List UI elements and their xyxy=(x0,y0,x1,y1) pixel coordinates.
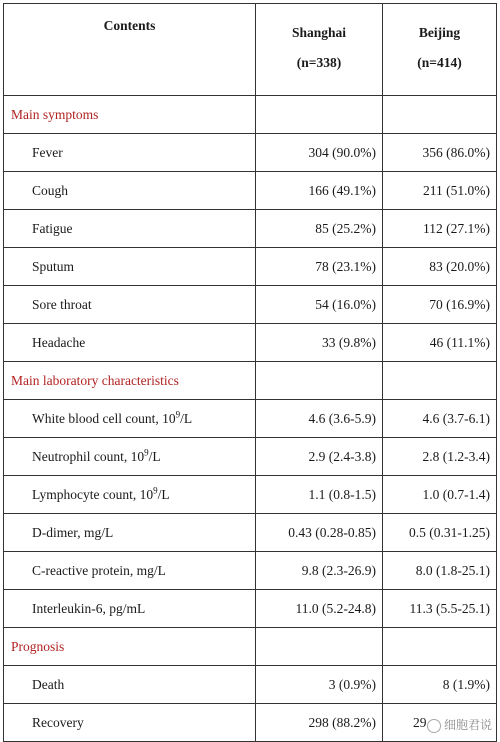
header-shanghai-title: Shanghai xyxy=(291,25,347,40)
row-label: Neutrophil count, $10^9/L$ xyxy=(4,438,256,476)
beijing-value: 4.6 (3.7-6.1) xyxy=(383,400,497,438)
shanghai-value: 9.8 (2.3-26.9) xyxy=(256,552,383,590)
section-row-prognosis xyxy=(4,628,497,666)
row-label: Sore throat xyxy=(4,286,256,324)
wechat-icon xyxy=(427,719,441,733)
beijing-value: 46 (11.1%) xyxy=(383,324,497,362)
row-label: Interleukin-6, pg/mL xyxy=(4,590,256,628)
header-shanghai xyxy=(256,4,383,96)
table-row xyxy=(4,476,497,514)
header-row xyxy=(4,4,497,96)
table-row xyxy=(4,210,497,248)
row-label: Recovery xyxy=(4,704,256,742)
table-row xyxy=(4,248,497,286)
beijing-value: 8.0 (1.8-25.1) xyxy=(383,552,497,590)
row-label: Sputum xyxy=(4,248,256,286)
shanghai-value: 3 (0.9%) xyxy=(256,666,383,704)
shanghai-value: 1.1 (0.8-1.5) xyxy=(256,476,383,514)
table-row xyxy=(4,704,497,742)
section-label: Prognosis xyxy=(4,628,256,666)
table-row xyxy=(4,134,497,172)
header-contents: Contents xyxy=(4,4,256,96)
row-label: Headache xyxy=(4,324,256,362)
beijing-value: 1.0 (0.7-1.4) xyxy=(383,476,497,514)
section-row-symptoms xyxy=(4,96,497,134)
shanghai-value: 78 (23.1%) xyxy=(256,248,383,286)
header-beijing-title: Beijing xyxy=(418,25,461,40)
header-beijing-n: (n=414) xyxy=(417,55,462,70)
shanghai-value: 298 (88.2%) xyxy=(256,704,383,742)
header-beijing xyxy=(383,4,497,96)
shanghai-value: 85 (25.2%) xyxy=(256,210,383,248)
row-label: D-dimer, mg/L xyxy=(4,514,256,552)
clinical-characteristics-table xyxy=(3,3,497,742)
row-label: Death xyxy=(4,666,256,704)
table-row xyxy=(4,514,497,552)
shanghai-value: 166 (49.1%) xyxy=(256,172,383,210)
section-label: Main symptoms xyxy=(4,96,256,134)
row-label: White blood cell count, $10^9/L$ xyxy=(4,400,256,438)
row-label: Fever xyxy=(4,134,256,172)
section-row-lab xyxy=(4,362,497,400)
beijing-value: 70 (16.9%) xyxy=(383,286,497,324)
beijing-value: 83 (20.0%) xyxy=(383,248,497,286)
table-row xyxy=(4,172,497,210)
table-row xyxy=(4,666,497,704)
table-row xyxy=(4,324,497,362)
watermark-text: 细胞君说 xyxy=(443,718,492,732)
beijing-value: 11.3 (5.5-25.1) xyxy=(383,590,497,628)
table-row xyxy=(4,286,497,324)
table-row xyxy=(4,552,497,590)
beijing-value: 211 (51.0%) xyxy=(383,172,497,210)
table-row xyxy=(4,590,497,628)
shanghai-value: 0.43 (0.28-0.85) xyxy=(256,514,383,552)
row-label: Lymphocyte count, $10^9/L$ xyxy=(4,476,256,514)
shanghai-value: 4.6 (3.6-5.9) xyxy=(256,400,383,438)
table-row xyxy=(4,438,497,476)
watermark xyxy=(427,716,492,733)
row-label: Fatigue xyxy=(4,210,256,248)
beijing-value: 8 (1.9%) xyxy=(383,666,497,704)
beijing-value: 2.8 (1.2-3.4) xyxy=(383,438,497,476)
beijing-value: 112 (27.1%) xyxy=(383,210,497,248)
shanghai-value: 2.9 (2.4-3.8) xyxy=(256,438,383,476)
beijing-value: 0.5 (0.31-1.25) xyxy=(383,514,497,552)
row-label: C-reactive protein, mg/L xyxy=(4,552,256,590)
row-label: Cough xyxy=(4,172,256,210)
section-label: Main laboratory characteristics xyxy=(4,362,256,400)
table-row xyxy=(4,400,497,438)
beijing-value: 29 xyxy=(383,704,497,742)
header-shanghai-n: (n=338) xyxy=(296,55,342,70)
shanghai-value: 33 (9.8%) xyxy=(256,324,383,362)
shanghai-value: 11.0 (5.2-24.8) xyxy=(256,590,383,628)
shanghai-value: 54 (16.0%) xyxy=(256,286,383,324)
shanghai-value: 304 (90.0%) xyxy=(256,134,383,172)
beijing-value: 356 (86.0%) xyxy=(383,134,497,172)
